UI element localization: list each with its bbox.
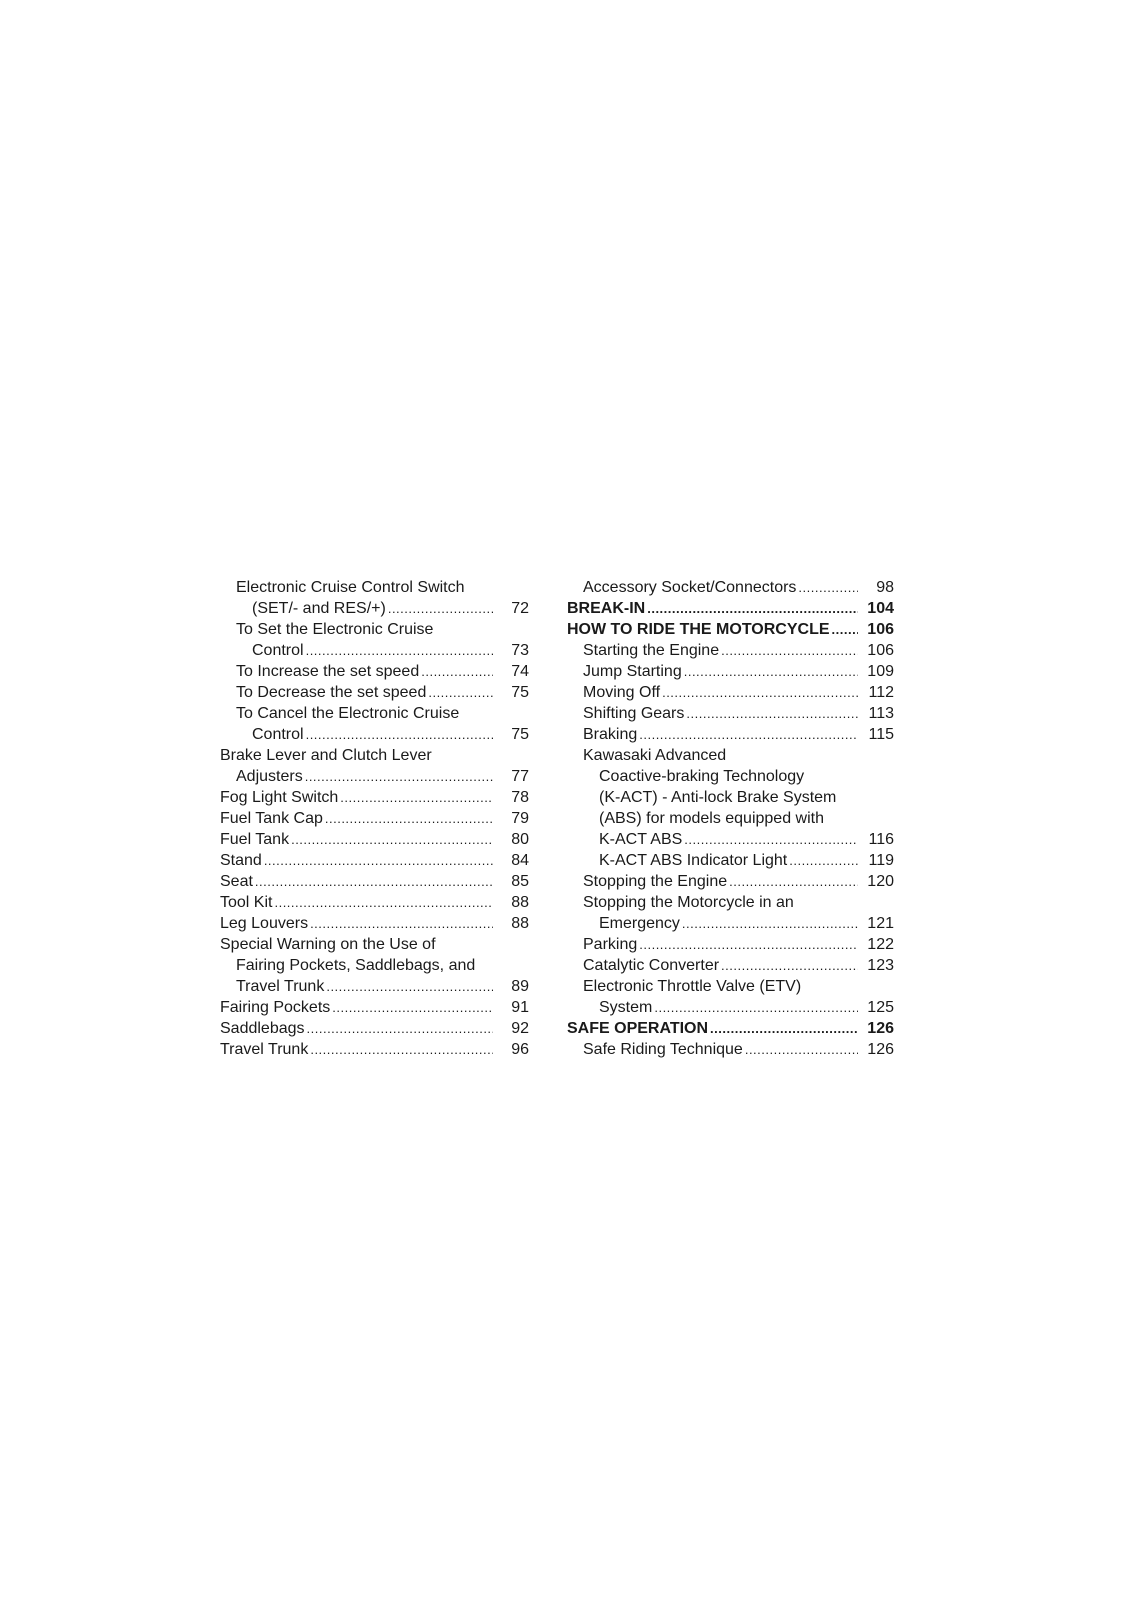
toc-entry-title: Control <box>252 642 304 659</box>
toc-entry-set-and-res[interactable] <box>220 598 529 619</box>
toc-entry-brake-lever-and-clutch-lever <box>220 745 529 766</box>
toc-entry-title: Control <box>252 726 304 743</box>
toc-page-number: 89 <box>511 978 529 995</box>
toc-page-number: 75 <box>511 726 529 743</box>
toc-page-number: 113 <box>868 705 894 722</box>
toc-leader-dots <box>310 913 493 934</box>
toc-entry-title: Leg Louvers <box>220 915 309 932</box>
toc-entry-special-warning-on-the-use-of <box>220 934 529 955</box>
toc-leader-dots <box>306 640 493 661</box>
toc-leader-dots <box>729 871 858 892</box>
toc-entry-title: Travel Trunk <box>236 978 325 995</box>
toc-entry-saddlebags[interactable] <box>220 1018 529 1039</box>
toc-leader-dots <box>639 724 858 745</box>
toc-leader-dots <box>388 598 493 619</box>
toc-page-number: 122 <box>867 936 894 953</box>
toc-entry-to-increase-the-set-speed[interactable] <box>220 661 529 682</box>
toc-entry-title: To Increase the set speed <box>236 663 420 680</box>
toc-page-number: 126 <box>867 1041 894 1058</box>
toc-page-number: 116 <box>868 831 894 848</box>
toc-left-column <box>220 577 529 1060</box>
toc-entry-title: Travel Trunk <box>220 1041 309 1058</box>
toc-entry-to-set-the-electronic-cruise <box>220 619 529 640</box>
toc-entry-starting-the-engine[interactable] <box>567 640 894 661</box>
toc-entry-fuel-tank-cap[interactable] <box>220 808 529 829</box>
toc-entry-title: Emergency <box>599 915 680 932</box>
toc-leader-dots <box>332 997 493 1018</box>
toc-entry-title: Saddlebags <box>220 1020 305 1037</box>
toc-leader-dots <box>305 766 493 787</box>
toc-entry-title: Shifting Gears <box>583 705 685 722</box>
toc-leader-dots <box>721 640 858 661</box>
toc-entry-kawasaki-advanced <box>567 745 894 766</box>
toc-entry-k-act-anti-lock-brake-system <box>567 787 894 808</box>
toc-entry-fuel-tank[interactable] <box>220 829 529 850</box>
toc-entry-adjusters[interactable] <box>220 766 529 787</box>
toc-leader-dots <box>325 808 493 829</box>
toc-entry-title: SAFE OPERATION <box>567 1020 709 1037</box>
toc-leader-dots <box>832 619 858 640</box>
toc-entry-title: (SET/- and RES/+) <box>252 600 386 617</box>
toc-entry-control[interactable] <box>220 724 529 745</box>
toc-page-number: 75 <box>511 684 529 701</box>
toc-page-number: 72 <box>511 600 529 617</box>
toc-leader-dots <box>639 934 858 955</box>
toc-leader-dots <box>682 913 858 934</box>
toc-entry-jump-starting[interactable] <box>567 661 894 682</box>
toc-page-number: 121 <box>867 915 894 932</box>
toc-page-number: 78 <box>511 789 529 806</box>
toc-entry-fairing-pockets[interactable] <box>220 997 529 1018</box>
toc-entry-safe-riding-technique[interactable] <box>567 1039 894 1060</box>
toc-entry-title: Catalytic Converter <box>583 957 720 974</box>
toc-entry-title: Fuel Tank Cap <box>220 810 323 827</box>
toc-page-number: 125 <box>867 999 894 1016</box>
toc-leader-dots <box>798 577 858 598</box>
toc-entry-to-decrease-the-set-speed[interactable] <box>220 682 529 703</box>
toc-entry-title: Seat <box>220 873 253 890</box>
toc-entry-catalytic-converter[interactable] <box>567 955 894 976</box>
toc-entry-system[interactable] <box>567 997 894 1018</box>
toc-leader-dots <box>326 976 493 997</box>
toc-page-number: 91 <box>511 999 529 1016</box>
toc-page-number: 88 <box>511 915 529 932</box>
toc-entry-title: Electronic Throttle Valve (ETV) <box>583 978 802 995</box>
toc-entry-parking[interactable] <box>567 934 894 955</box>
toc-entry-title: Tool Kit <box>220 894 273 911</box>
toc-entry-title: Adjusters <box>236 768 303 785</box>
toc-entry-title: Special Warning on the Use of <box>220 936 436 953</box>
toc-entry-title: Parking <box>583 936 638 953</box>
toc-entry-fairing-pockets-saddlebags-and <box>220 955 529 976</box>
toc-entry-electronic-cruise-control-switch <box>220 577 529 598</box>
toc-leader-dots <box>340 787 493 808</box>
toc-page-number: 104 <box>867 600 894 617</box>
toc-leader-dots <box>686 703 858 724</box>
toc-entry-electronic-throttle-valve-etv <box>567 976 894 997</box>
toc-entry-stand[interactable] <box>220 850 529 871</box>
toc-leader-dots <box>684 661 858 682</box>
toc-leader-dots <box>306 724 493 745</box>
toc-leader-dots <box>789 850 858 871</box>
toc-leader-dots <box>654 997 858 1018</box>
toc-entry-title: Moving Off <box>583 684 661 701</box>
toc-leader-dots <box>421 661 493 682</box>
toc-leader-dots <box>291 829 493 850</box>
toc-leader-dots <box>307 1018 493 1039</box>
toc-page-number: 80 <box>511 831 529 848</box>
toc-page-number: 115 <box>868 726 894 743</box>
toc-page-number: 126 <box>867 1020 894 1037</box>
toc-leader-dots <box>428 682 493 703</box>
toc-page-number: 112 <box>868 684 894 701</box>
toc-entry-title: K-ACT ABS Indicator Light <box>599 852 788 869</box>
toc-page-number: 109 <box>867 663 894 680</box>
toc-entry-title: Coactive-braking Technology <box>599 768 805 785</box>
toc-page-number: 85 <box>511 873 529 890</box>
toc-entry-title: (ABS) for models equipped with <box>599 810 824 827</box>
toc-page-number: 119 <box>868 852 894 869</box>
toc-entry-fog-light-switch[interactable] <box>220 787 529 808</box>
toc-entry-travel-trunk[interactable] <box>220 976 529 997</box>
toc-entry-break-in[interactable] <box>567 598 894 619</box>
toc-page-number: 84 <box>511 852 529 869</box>
toc-entry-tool-kit[interactable] <box>220 892 529 913</box>
toc-page-number: 88 <box>511 894 529 911</box>
toc-right-column <box>567 577 894 1060</box>
toc-page-number: 106 <box>867 621 894 638</box>
toc-entry-control[interactable] <box>220 640 529 661</box>
toc-entry-title: Jump Starting <box>583 663 682 680</box>
toc-entry-title: K-ACT ABS <box>599 831 683 848</box>
toc-leader-dots <box>684 829 858 850</box>
toc-entry-to-cancel-the-electronic-cruise <box>220 703 529 724</box>
toc-leader-dots <box>662 682 858 703</box>
toc-page-number: 96 <box>511 1041 529 1058</box>
toc-entry-title: Brake Lever and Clutch Lever <box>220 747 432 764</box>
toc-page-number: 98 <box>876 579 894 596</box>
toc-entry-stopping-the-engine[interactable] <box>567 871 894 892</box>
toc-page-number: 123 <box>867 957 894 974</box>
toc-entry-accessory-socket-connectors[interactable] <box>567 577 894 598</box>
toc-entry-leg-louvers[interactable] <box>220 913 529 934</box>
toc-entry-title: Stopping the Engine <box>583 873 728 890</box>
toc-entry-title: Starting the Engine <box>583 642 720 659</box>
toc-entry-title: BREAK-IN <box>567 600 646 617</box>
toc-entry-k-act-abs-indicator-light[interactable] <box>567 850 894 871</box>
toc-entry-safe-operation[interactable] <box>567 1018 894 1039</box>
toc-leader-dots <box>647 598 858 619</box>
toc-page-number: 79 <box>511 810 529 827</box>
toc-page-number: 77 <box>511 768 529 785</box>
toc-leader-dots <box>745 1039 858 1060</box>
toc-page-number: 92 <box>511 1020 529 1037</box>
toc-entry-title: Fuel Tank <box>220 831 290 848</box>
toc-entry-k-act-abs[interactable] <box>567 829 894 850</box>
toc-entry-title: (K-ACT) - Anti-lock Brake System <box>599 789 837 806</box>
toc-leader-dots <box>721 955 858 976</box>
toc-leader-dots <box>255 871 493 892</box>
toc-entry-stopping-the-motorcycle-in-an <box>567 892 894 913</box>
toc-leader-dots <box>274 892 493 913</box>
toc-entry-title: Safe Riding Technique <box>583 1041 743 1058</box>
toc-entry-travel-trunk[interactable] <box>220 1039 529 1060</box>
toc-entry-coactive-braking-technology <box>567 766 894 787</box>
toc-entry-title: Fairing Pockets <box>220 999 331 1016</box>
toc-entry-title: HOW TO RIDE THE MOTORCYCLE <box>567 621 830 638</box>
toc-entry-braking[interactable] <box>567 724 894 745</box>
toc-entry-title: To Decrease the set speed <box>236 684 427 701</box>
toc-entry-title: Accessory Socket/Connectors <box>583 579 797 596</box>
toc-entry-shifting-gears[interactable] <box>567 703 894 724</box>
toc-entry-abs-for-models-equipped-with <box>567 808 894 829</box>
toc-entry-title: Fog Light Switch <box>220 789 339 806</box>
toc-entry-title: Stopping the Motorcycle in an <box>583 894 794 911</box>
toc-entry-moving-off[interactable] <box>567 682 894 703</box>
toc-entry-title: Electronic Cruise Control Switch <box>236 579 465 596</box>
toc-leader-dots <box>710 1018 858 1039</box>
toc-page-number: 120 <box>867 873 894 890</box>
toc-entry-title: Braking <box>583 726 638 743</box>
toc-entry-how-to-ride-the-motorcycle[interactable] <box>567 619 894 640</box>
toc-page-number: 73 <box>511 642 529 659</box>
toc-entry-emergency[interactable] <box>567 913 894 934</box>
toc-entry-title: Fairing Pockets, Saddlebags, and <box>236 957 476 974</box>
toc-entry-title: To Set the Electronic Cruise <box>236 621 434 638</box>
toc-entry-title: To Cancel the Electronic Cruise <box>236 705 460 722</box>
toc-leader-dots <box>310 1039 493 1060</box>
toc-entry-title: System <box>599 999 653 1016</box>
toc-page-number: 74 <box>511 663 529 680</box>
toc-entry-title: Stand <box>220 852 262 869</box>
toc-page-number: 106 <box>867 642 894 659</box>
toc-entry-title: Kawasaki Advanced <box>583 747 727 764</box>
toc-leader-dots <box>264 850 493 871</box>
toc-entry-seat[interactable] <box>220 871 529 892</box>
